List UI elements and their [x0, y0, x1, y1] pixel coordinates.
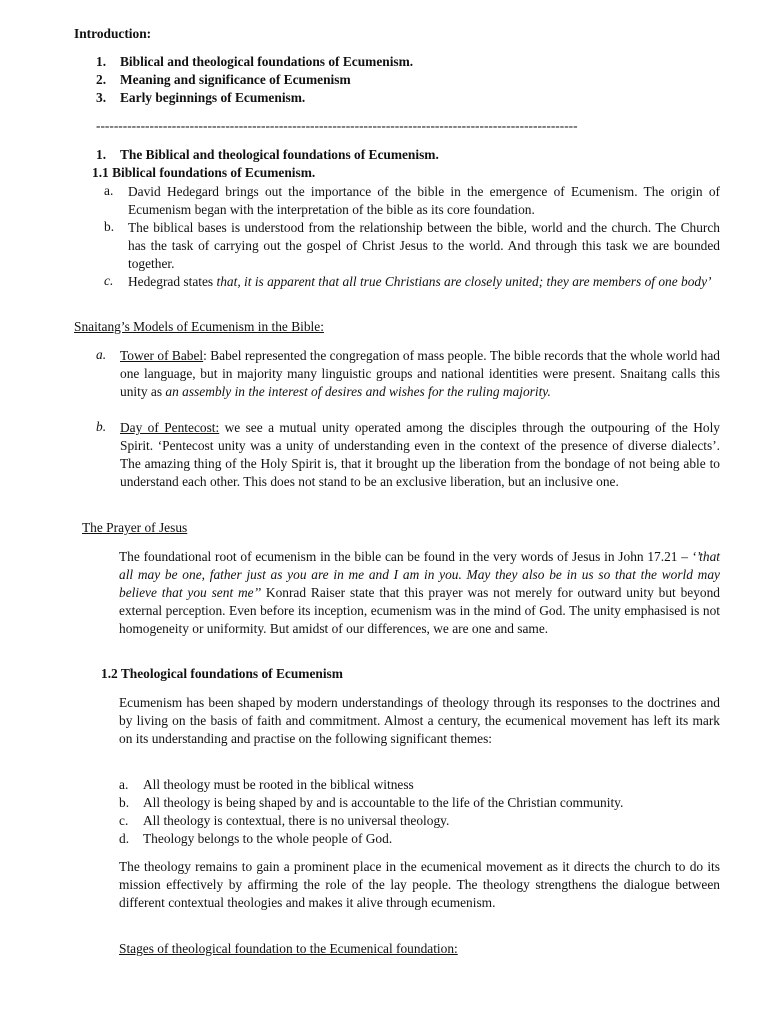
model-item [120, 347, 720, 401]
intro-item-num: 2. [96, 72, 107, 87]
stages-heading: Stages of theological foundation to the Ecumenical foundation: [119, 941, 458, 956]
intro-heading: Introduction: [74, 26, 152, 41]
theme-item: All theology must be rooted in the biblical witness [143, 777, 414, 792]
theme-item: Theology belongs to the whole people of God. [143, 831, 393, 846]
list-marker: c. [104, 273, 114, 288]
intro-item-num: 1. [96, 54, 107, 69]
prayer-text: The foundational root of ecumenism in the bible can be found in the very words of Jesus in John 17.21 – [119, 549, 692, 564]
model-italic: an assembly in the interest of desires and wishes for the ruling majority. [165, 384, 551, 399]
models-heading: Snaitang’s Models of Ecumenism in the Bible: [74, 319, 324, 334]
theology-paragraph: The theology remains to gain a prominent place in the ecumenical movement as it directs the church to do its mission effectively by affirming the role of the lay people. The theology strengthens the dialogue between different contextual theologies and makes it alive through ecumenism. [119, 859, 720, 910]
prayer-paragraph [119, 548, 720, 638]
intro-item-text: Meaning and significance of Ecumenism [120, 72, 351, 87]
theme-item: All theology is contextual, there is no universal theology. [143, 813, 450, 828]
subsection-title: 1.2 Theological foundations of Ecumenism [101, 666, 343, 681]
section-number: 1. [96, 147, 107, 162]
list-marker: b. [96, 419, 107, 434]
model-item [120, 419, 720, 491]
model-term: Tower of Babel [120, 348, 204, 363]
list-marker: a. [104, 183, 114, 198]
intro-item-text: Early beginnings of Ecumenism. [120, 90, 306, 105]
point-text: Hedegrad states [128, 274, 217, 289]
biblical-point: David Hedegard brings out the importance of the bible in the emergence of Ecumenism. The origin of Ecumenism began with the interpretation of the bible as its core foundation. [128, 184, 720, 217]
prayer-text: Konrad Raiser state that this prayer was not merely for outward unity but beyond external perception. Even before its inception, ecumenism was in the mind of God. The unity emphasised is not homogeneity or uniformity. But amidst of our differences, we are one and same. [119, 585, 721, 636]
list-marker: a. [96, 347, 107, 362]
list-marker: b. [104, 219, 115, 234]
biblical-point [128, 273, 720, 291]
list-marker: c. [119, 813, 129, 828]
model-text: we see a mutual unity operated among the disciples through the outpouring of the Holy Spirit. ‘Pentecost unity was a unity of understanding even in the context of the presence of diverse dialects’. The amazing thing of the Holy Spirit is, that it brought up the liberation from the bondage of not being able to understand each other. This does not stand to be an exclusive liberation, but an inclusive one. [120, 420, 720, 489]
section-divider: ------------------------------------------------------------------------------------------------------------ [96, 118, 578, 133]
point-quote: that, it is apparent that all true Christians are closely united; they are members of one body’ [216, 274, 712, 289]
list-marker: a. [119, 777, 129, 792]
subsection-title: 1.1 Biblical foundations of Ecumenism. [92, 165, 316, 180]
theme-item: All theology is being shaped by and is accountable to the life of the Christian community. [143, 795, 624, 810]
section-title: The Biblical and theological foundations of Ecumenism. [120, 147, 439, 162]
model-text: Babel represented the congregation of mass people. The bible records that the whole world had one language, but in majority many linguistic groups and national identities were present. Snaitang calls this unity as [120, 348, 720, 399]
list-marker: b. [119, 795, 130, 810]
prayer-quote: ‘’that all may be one, father just as you are in me and I am in you. May they also be in us so that the world may believe that you sent me’’ [119, 549, 720, 600]
theology-paragraph: Ecumenism has been shaped by modern understandings of theology through its responses to the doctrines and by living on the basis of faith and commitment. Almost a century, the ecumenical movement has left its mark on its understanding and practise on the following significant themes: [119, 695, 720, 746]
list-marker: d. [119, 831, 130, 846]
intro-item-num: 3. [96, 90, 107, 105]
intro-item-text: Biblical and theological foundations of Ecumenism. [120, 54, 414, 69]
model-term: Day of Pentecost: [120, 420, 220, 435]
prayer-heading: The Prayer of Jesus [82, 520, 188, 535]
biblical-point: The biblical bases is understood from the relationship between the bible, world and the church. The Church has the task of carrying out the gospel of Christ Jesus to the world. And through this task we are bounded together. [128, 220, 720, 271]
model-sep: : [203, 348, 207, 363]
